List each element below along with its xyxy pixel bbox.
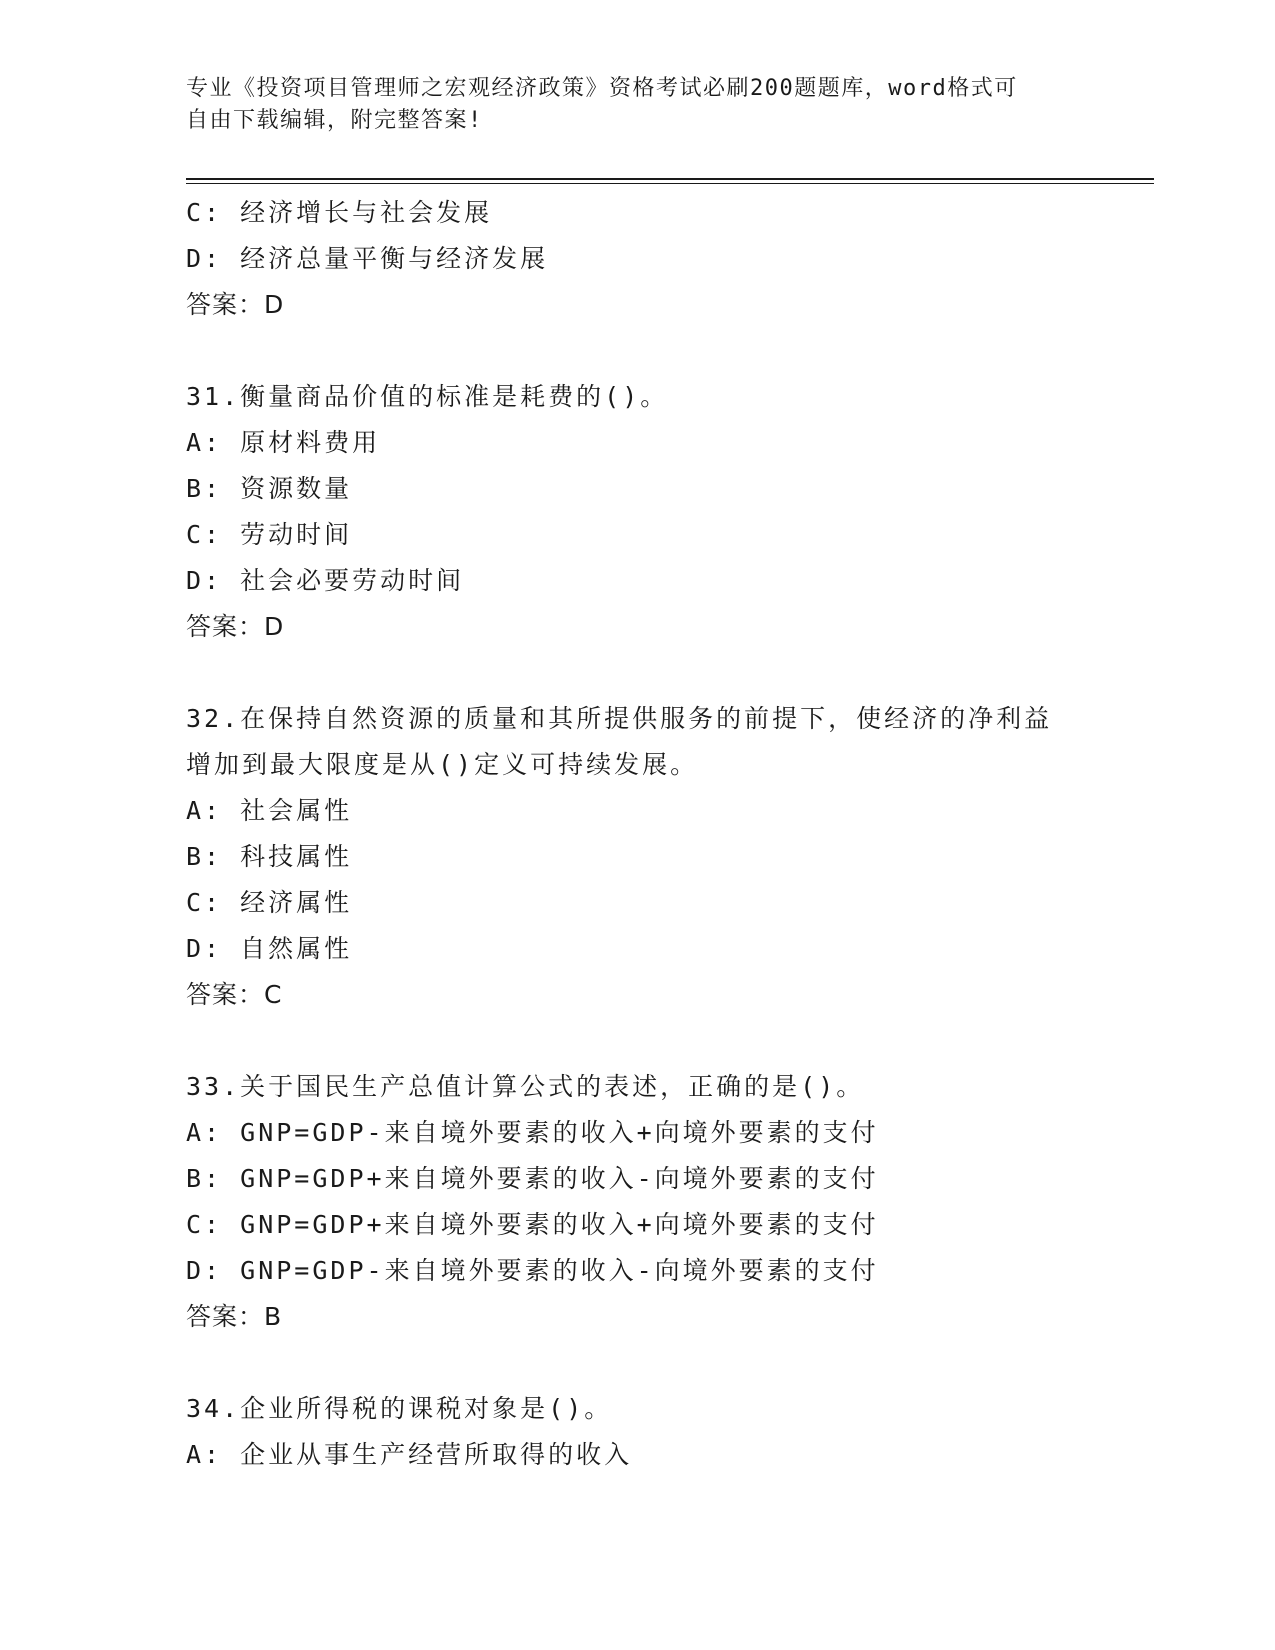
question-32 xyxy=(186,696,1086,1018)
spacer xyxy=(186,650,1086,696)
question-31 xyxy=(186,374,1086,650)
option-c: C: 劳动时间 xyxy=(186,520,353,549)
option-d: D: 经济总量平衡与经济发展 xyxy=(186,244,549,273)
answer-line: 答案：D xyxy=(186,612,285,641)
question-33 xyxy=(186,1064,1086,1340)
option-b: B: 资源数量 xyxy=(186,474,353,503)
option-a: A: GNP=GDP-来自境外要素的收入+向境外要素的支付 xyxy=(186,1118,879,1147)
spacer xyxy=(186,1018,1086,1064)
option-b: B: 科技属性 xyxy=(186,842,353,871)
question-34 xyxy=(186,1386,1086,1478)
question-stem: 34.企业所得税的课税对象是()。 xyxy=(186,1394,613,1423)
option-c: C: 经济属性 xyxy=(186,888,353,917)
option-c: C: GNP=GDP+来自境外要素的收入+向境外要素的支付 xyxy=(186,1210,879,1239)
header-line-1: 专业《投资项目管理师之宏观经济政策》资格考试必刷200题题库，word格式可 xyxy=(186,76,1018,101)
option-d: D: GNP=GDP-来自境外要素的收入-向境外要素的支付 xyxy=(186,1256,879,1285)
question-stem: 33.关于国民生产总值计算公式的表述，正确的是()。 xyxy=(186,1072,865,1101)
question-list xyxy=(186,190,1086,1478)
question-stem: 31.衡量商品价值的标准是耗费的()。 xyxy=(186,382,669,411)
answer-line: 答案：C xyxy=(186,980,283,1009)
option-b: B: GNP=GDP+来自境外要素的收入-向境外要素的支付 xyxy=(186,1164,879,1193)
answer-line: 答案：B xyxy=(186,1302,283,1331)
question-stem-continued: 增加到最大限度是从()定义可持续发展。 xyxy=(186,750,699,779)
option-a: A: 原材料费用 xyxy=(186,428,381,457)
option-d: D: 社会必要劳动时间 xyxy=(186,566,465,595)
document-header xyxy=(186,73,1066,137)
question-stem: 32.在保持自然资源的质量和其所提供服务的前提下，使经济的净利益 xyxy=(186,704,1053,733)
header-divider-thick xyxy=(186,178,1154,180)
spacer xyxy=(186,1340,1086,1386)
option-a: A: 社会属性 xyxy=(186,796,353,825)
answer-line: 答案：D xyxy=(186,290,285,319)
question-30-continuation xyxy=(186,190,1086,328)
option-d: D: 自然属性 xyxy=(186,934,353,963)
header-divider-thin xyxy=(186,183,1154,184)
option-c: C: 经济增长与社会发展 xyxy=(186,198,493,227)
option-a: A: 企业从事生产经营所取得的收入 xyxy=(186,1440,633,1469)
header-line-2: 自由下载编辑，附完整答案! xyxy=(186,108,483,133)
spacer xyxy=(186,328,1086,374)
